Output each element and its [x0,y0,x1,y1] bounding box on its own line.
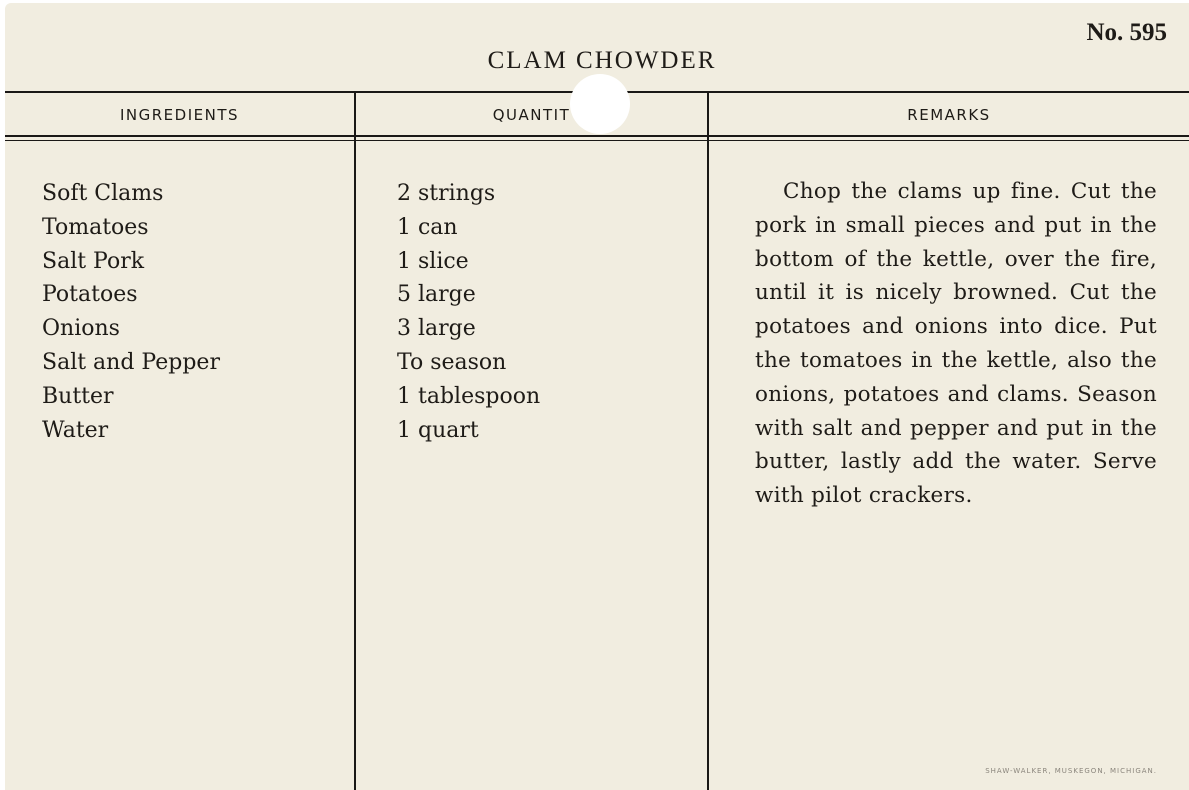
ingredient-name: Soft Clams [42,181,164,206]
ingredient-name: Onions [42,316,120,342]
ingredient-quantity: 5 large [397,282,476,308]
ingredient-quantity: To season [397,349,507,375]
ingredient-quantity: 1 quart [397,417,479,443]
ingredient-quantity: 1 tablespoon [397,383,541,409]
column-header-ingredients: INGREDIENTS [119,106,240,124]
printer-imprint: SHAW-WALKER, MUSKEGON, MICHIGAN. [985,767,1157,775]
card-number: No. 595 [1086,19,1167,46]
ingredient-quantity: 1 can [397,214,458,240]
column-header-quantity: QUANTIT [492,106,571,124]
ingredient-name: Butter [42,383,114,409]
column-divider-left [354,91,356,790]
column-header-remarks: REMARKS [907,106,991,124]
header-bottom-rule [5,135,1189,137]
ingredient-name: Tomatoes [42,214,149,240]
ingredient-quantity: 3 large [397,316,476,342]
ingredient-quantity: 2 strings [397,181,496,206]
ingredient-name: Salt Pork [42,248,145,274]
ingredient-name: Water [42,417,109,443]
ingredient-name: Potatoes [42,282,138,308]
header-bottom-rule-thin [5,140,1189,141]
column-divider-right [707,91,709,790]
ingredient-list [42,177,220,447]
recipe-title: CLAM CHOWDER [487,47,717,74]
punch-hole [570,74,630,134]
remarks-text: Chop the clams up fine. Cut the pork in small pieces and put in the bottom of the kettle, over the fire, until it is nicely browned. Cut the potatoes and onions into dice. Put the tomatoes in the kettle, also the onions, potatoes and clams. Season with salt and pepper and put in the butter, lastly add the water. Serve with pilot crackers. [755,179,1157,509]
ingredient-quantity: 1 slice [397,248,469,274]
quantity-list [397,177,540,447]
ingredient-name: Salt and Pepper [42,349,220,375]
